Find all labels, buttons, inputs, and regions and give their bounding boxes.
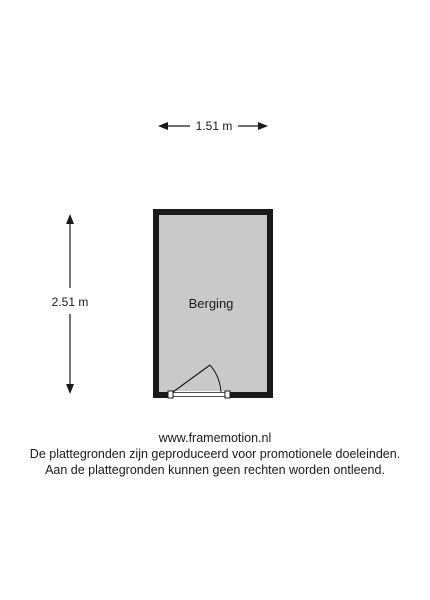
width-dimension <box>158 119 268 133</box>
disclaimer-line-1: De plattegronden zijn geproduceerd voor promotionele doeleinden. <box>29 447 401 461</box>
disclaimer-line-2: Aan de plattegronden kunnen geen rechten worden ontleend. <box>45 463 385 477</box>
width-arrow-left <box>158 122 168 130</box>
height-arrow-bottom <box>66 384 74 394</box>
website-link[interactable]: www.framemotion.nl <box>158 431 272 445</box>
height-label: 2.51 m <box>51 295 89 309</box>
width-label: 1.51 m <box>195 119 233 133</box>
room-name: Berging <box>188 296 234 311</box>
height-arrow-top <box>66 214 74 224</box>
door-jamb-right <box>225 391 230 398</box>
door-jamb-left <box>168 391 173 398</box>
footer <box>0 430 430 478</box>
room-berging <box>153 209 273 399</box>
height-dimension <box>52 214 89 394</box>
width-arrow-right <box>258 122 268 130</box>
